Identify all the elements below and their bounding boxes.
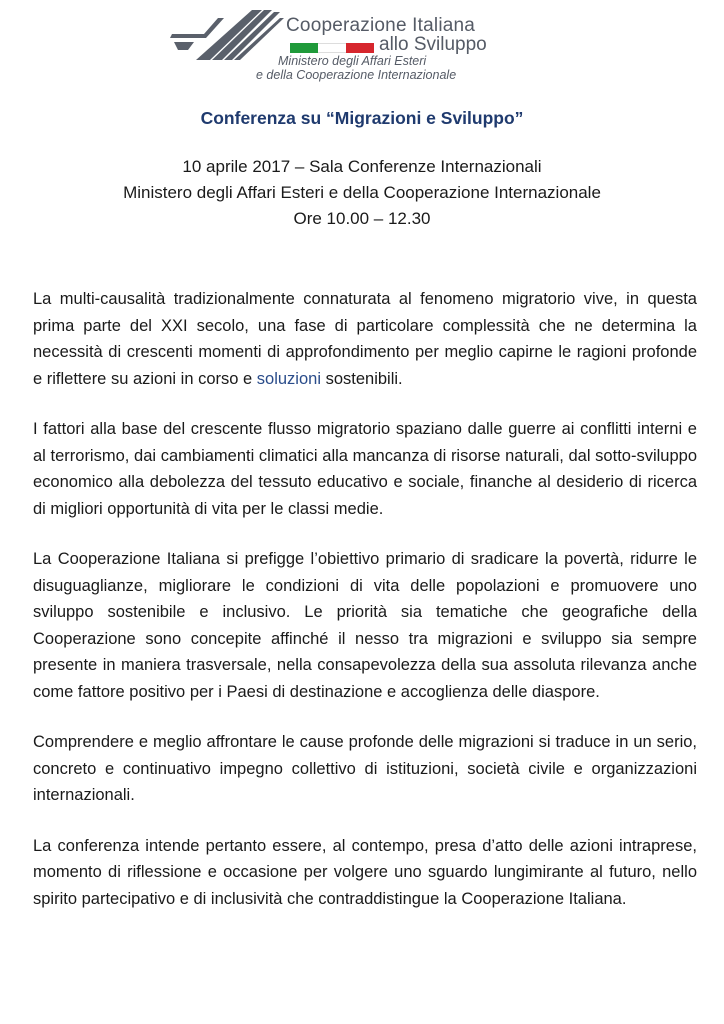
flag-green-stripe: [290, 43, 318, 53]
logo-ministry-line1: Ministero degli Affari Esteri: [278, 54, 427, 68]
date-venue: 10 aprile 2017 – Sala Conferenze Internazionali: [182, 157, 542, 176]
paragraph-1-end: sostenibili.: [321, 369, 403, 388]
paragraph-4: Comprendere e meglio affrontare le cause profonde delle migrazioni si traduce in un serio, concreto e continuativo impegno collettivo di istituzioni, società civile e organizzazioni internazionali.: [33, 733, 697, 804]
conference-title: Conferenza su “Migrazioni e Sviluppo”: [200, 108, 524, 128]
logo-title: Cooperazione Italiana: [286, 15, 476, 36]
soluzioni-link[interactable]: soluzioni: [256, 369, 321, 388]
flag-white-stripe: [318, 43, 346, 53]
paragraph-1-text: La multi-causalità tradizionalmente connaturata al fenomeno migratorio vive, in questa prima parte del XXI secolo, una fase di particolare complessità che ne determina la necessità di crescenti momenti di approfondimento per meglio capirne le ragioni profonde e riflettere su azioni in corso e: [33, 290, 697, 388]
ministry-name: Ministero degli Affari Esteri e della Cooperazione Internazionale: [123, 183, 601, 202]
time-range: Ore 10.00 – 12.30: [293, 209, 431, 228]
paragraph-1: [33, 286, 697, 392]
paragraph-3: La Cooperazione Italiana si prefigge l’obiettivo primario di sradicare la povertà, ridurre le disuguaglianze, migliorare le condizioni di vita delle popolazioni e promuovere uno sviluppo sostenibile e inclusivo. Le priorità sia tematiche che geografiche della Cooperazione sono concepite affinché il nesso tra migrazioni e sviluppo sia sempre presente in maniera trasversale, nella consapevolezza della sua assoluta rilevanza anche come fattore positivo per i Paesi di destinazione e accoglienza delle diaspore.: [33, 550, 697, 701]
paragraph-2: I fattori alla base del crescente flusso migratorio spaziano dalle guerre ai conflitti interni e al terrorismo, dai cambiamenti climatici alla mancanza di risorse naturali, dal sotto-sviluppo economico alla debolezza del tessuto educativo e sociale, finanche al desiderio di ricerca di migliori opportunità di vita per le classi medie.: [33, 420, 697, 518]
cooperazione-logo: [166, 8, 546, 84]
conference-details: [0, 154, 724, 232]
paragraph-5: La conferenza intende pertanto essere, al contempo, presa d’atto delle azioni intraprese, momento di riflessione e occasione per volgere uno sguardo lungimirante al futuro, nello spirito partecipativo e di inclusività che contraddistingue la Cooperazione Italiana.: [33, 836, 697, 908]
italian-flag: [290, 43, 374, 53]
flag-red-stripe: [346, 43, 374, 53]
logo-ministry-line2: e della Cooperazione Internazionale: [256, 68, 457, 82]
document-body: [33, 286, 697, 936]
logo-subtitle: allo Sviluppo: [379, 34, 487, 55]
